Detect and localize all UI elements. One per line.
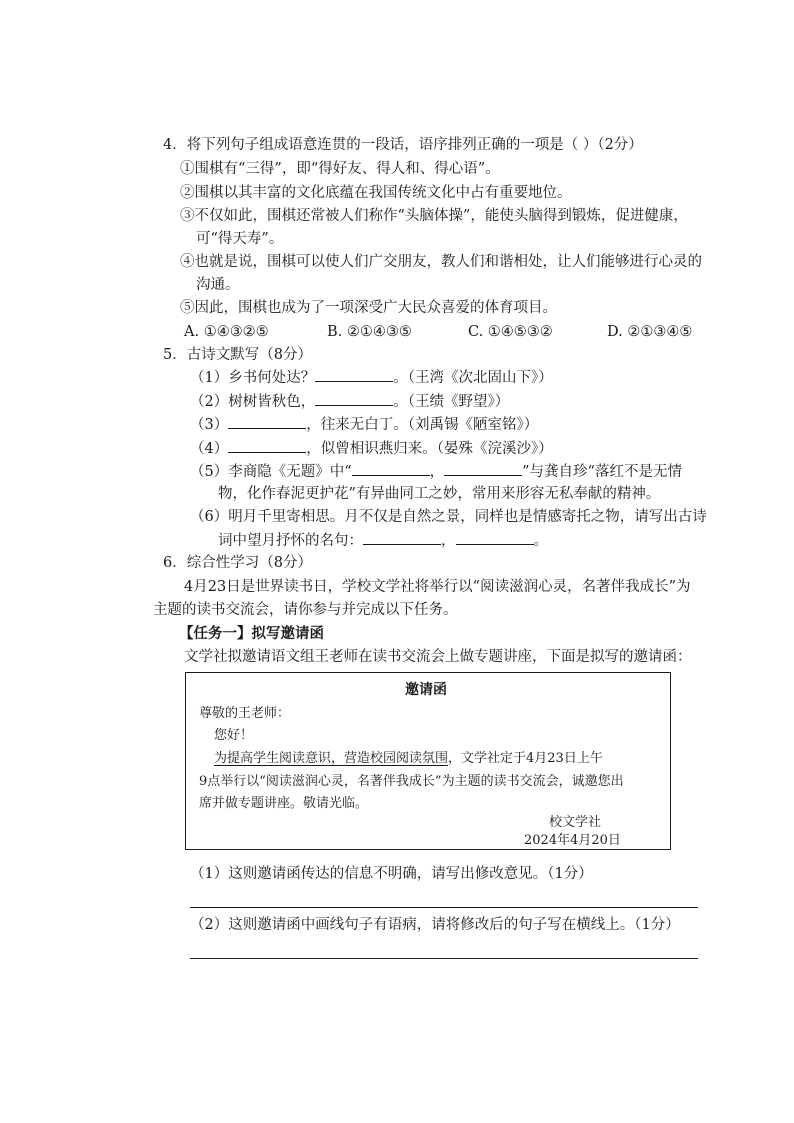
q4-option-b[interactable]: B. ②①④③⑤ [327,324,412,340]
task-title: 【任务一】拟写邀请函 [179,626,324,642]
q5-item-5-cont: 物，化作春泥更护花”有异曲同工之妙，常用来形容无私奉献的精神。 [218,486,661,502]
q5-item-6-prefix: 词中望月抒怀的名句： [218,533,363,549]
q5-item-5-suffix: ”与龚自珍“落红不是无情 [522,464,682,480]
q5-item-5-middle: ， [429,464,445,480]
q5-item-4-prefix: （4） [190,441,229,457]
q4-sentence-5: ⑤因此，围棋也成为了一项深受广大民众喜爱的体育项目。 [180,300,557,316]
invitation-letter [185,672,671,850]
q5-item-6-middle: ， [441,533,456,549]
q5-item-1-suffix: 。（王湾《次北固山下》） [393,370,553,386]
answer-line-1[interactable] [190,907,698,908]
answer-blank[interactable] [363,530,441,545]
q4-option-c[interactable]: C. ①④⑤③② [468,324,553,340]
q4-sentence-4: ④也就是说，围棋可以使人们广交朋友，教人们和谐相处，让人们能够进行心灵的 [180,254,702,270]
q5-item-1-prefix: （1）乡书何处达？ [190,370,316,386]
letter-signature: 校文学社 [549,815,602,830]
q5-item-3-prefix: （3） [190,417,229,433]
answer-blank[interactable] [228,438,306,453]
q4-sentence-2: ②围棋以其丰富的文化底蕴在我国传统文化中占有重要地位。 [180,185,572,201]
q5-item-4-suffix: ，似曾相识燕归来。（晏殊《浣溪沙》） [306,441,553,457]
q5-item-6: （6）明月千里寄相思。月不仅是自然之景，同样也是情感寄托之物，请写出古诗 [190,509,707,525]
q4-sentence-1: ①围棋有“三得”，即“得好友、得人和、得心语”。 [180,161,500,177]
q5-item-6-cont [218,530,548,551]
letter-body-line-1 [214,750,603,768]
q5-item-4 [190,438,553,459]
q5-item-3-suffix: ，往来无白丁。（刘禹锡《陋室铭》） [306,417,539,433]
task-description: 文学社拟邀请语文组王老师在读书交流会上做专题讲座，下面是拟写的邀请函： [184,649,692,665]
q5-item-1 [190,367,553,388]
q5-item-2-suffix: 。（王绩《野望》） [393,394,510,410]
letter-body-line-1-rest: ，文学社定于4月23日上午 [448,751,603,766]
q6-intro-1: 4月23日是世界读书日，学校文学社将举行以“阅读滋润心灵，名著伴我成长”为 [184,579,691,595]
answer-blank[interactable] [352,461,430,476]
q4-sentence-3: ③不仅如此，围棋还常被人们称作“头脑体操”，能使头脑得到锻炼，促进健康， [180,208,688,224]
q5-stem: 5．古诗文默写（8分） [163,347,312,363]
q5-item-2-prefix: （2）树树皆秋色， [190,394,316,410]
q6-intro-2: 主题的读书交流会，请你参与并完成以下任务。 [153,602,458,618]
answer-line-2[interactable] [190,958,698,959]
q6-sub-2: （2）这则邀请函中画线句子有语病，请将修改后的句子写在横线上。（1分） [190,917,680,933]
letter-body-line-2: 9点举行以“阅读滋润心灵，名著伴我成长”为主题的读书交流会，诚邀您出 [199,774,624,789]
q6-sub-1: （1）这则邀请函传达的信息不明确，请写出修改意见。（1分） [190,866,593,882]
q6-stem: 6．综合性学习（8分） [163,555,312,571]
q5-item-2 [190,391,509,412]
q4-stem: 4．将下列句子组成语意连贯的一段话，语序排列正确的一项是（ ）（2分） [163,137,643,153]
q4-sentence-4-cont: 沟通。 [196,277,240,293]
answer-blank[interactable] [444,461,522,476]
q4-sentence-3-cont: 可“得天寿”。 [196,231,284,247]
q4-option-d[interactable]: D. ②①③④⑤ [607,324,693,340]
answer-blank[interactable] [228,414,306,429]
underlined-sentence: 为提高学生阅读意识，营造校园阅读氛围 [214,751,449,766]
letter-date: 2024年4月20日 [524,833,621,848]
q5-item-5 [190,461,682,482]
q5-item-5-prefix: （5）李商隐《无题》中“ [190,464,352,480]
q5-item-3 [190,414,538,435]
letter-greeting: 您好！ [214,728,254,743]
letter-salutation: 尊敬的王老师： [199,706,291,721]
answer-blank[interactable] [315,367,393,382]
answer-blank[interactable] [456,530,534,545]
q5-item-6-suffix: 。 [533,533,548,549]
answer-blank[interactable] [315,391,393,406]
letter-body-line-3: 席并做专题讲座。敬请光临。 [199,796,369,811]
letter-title: 邀请函 [405,682,447,698]
q4-option-a[interactable]: A. ①④③②⑤ [184,324,269,340]
